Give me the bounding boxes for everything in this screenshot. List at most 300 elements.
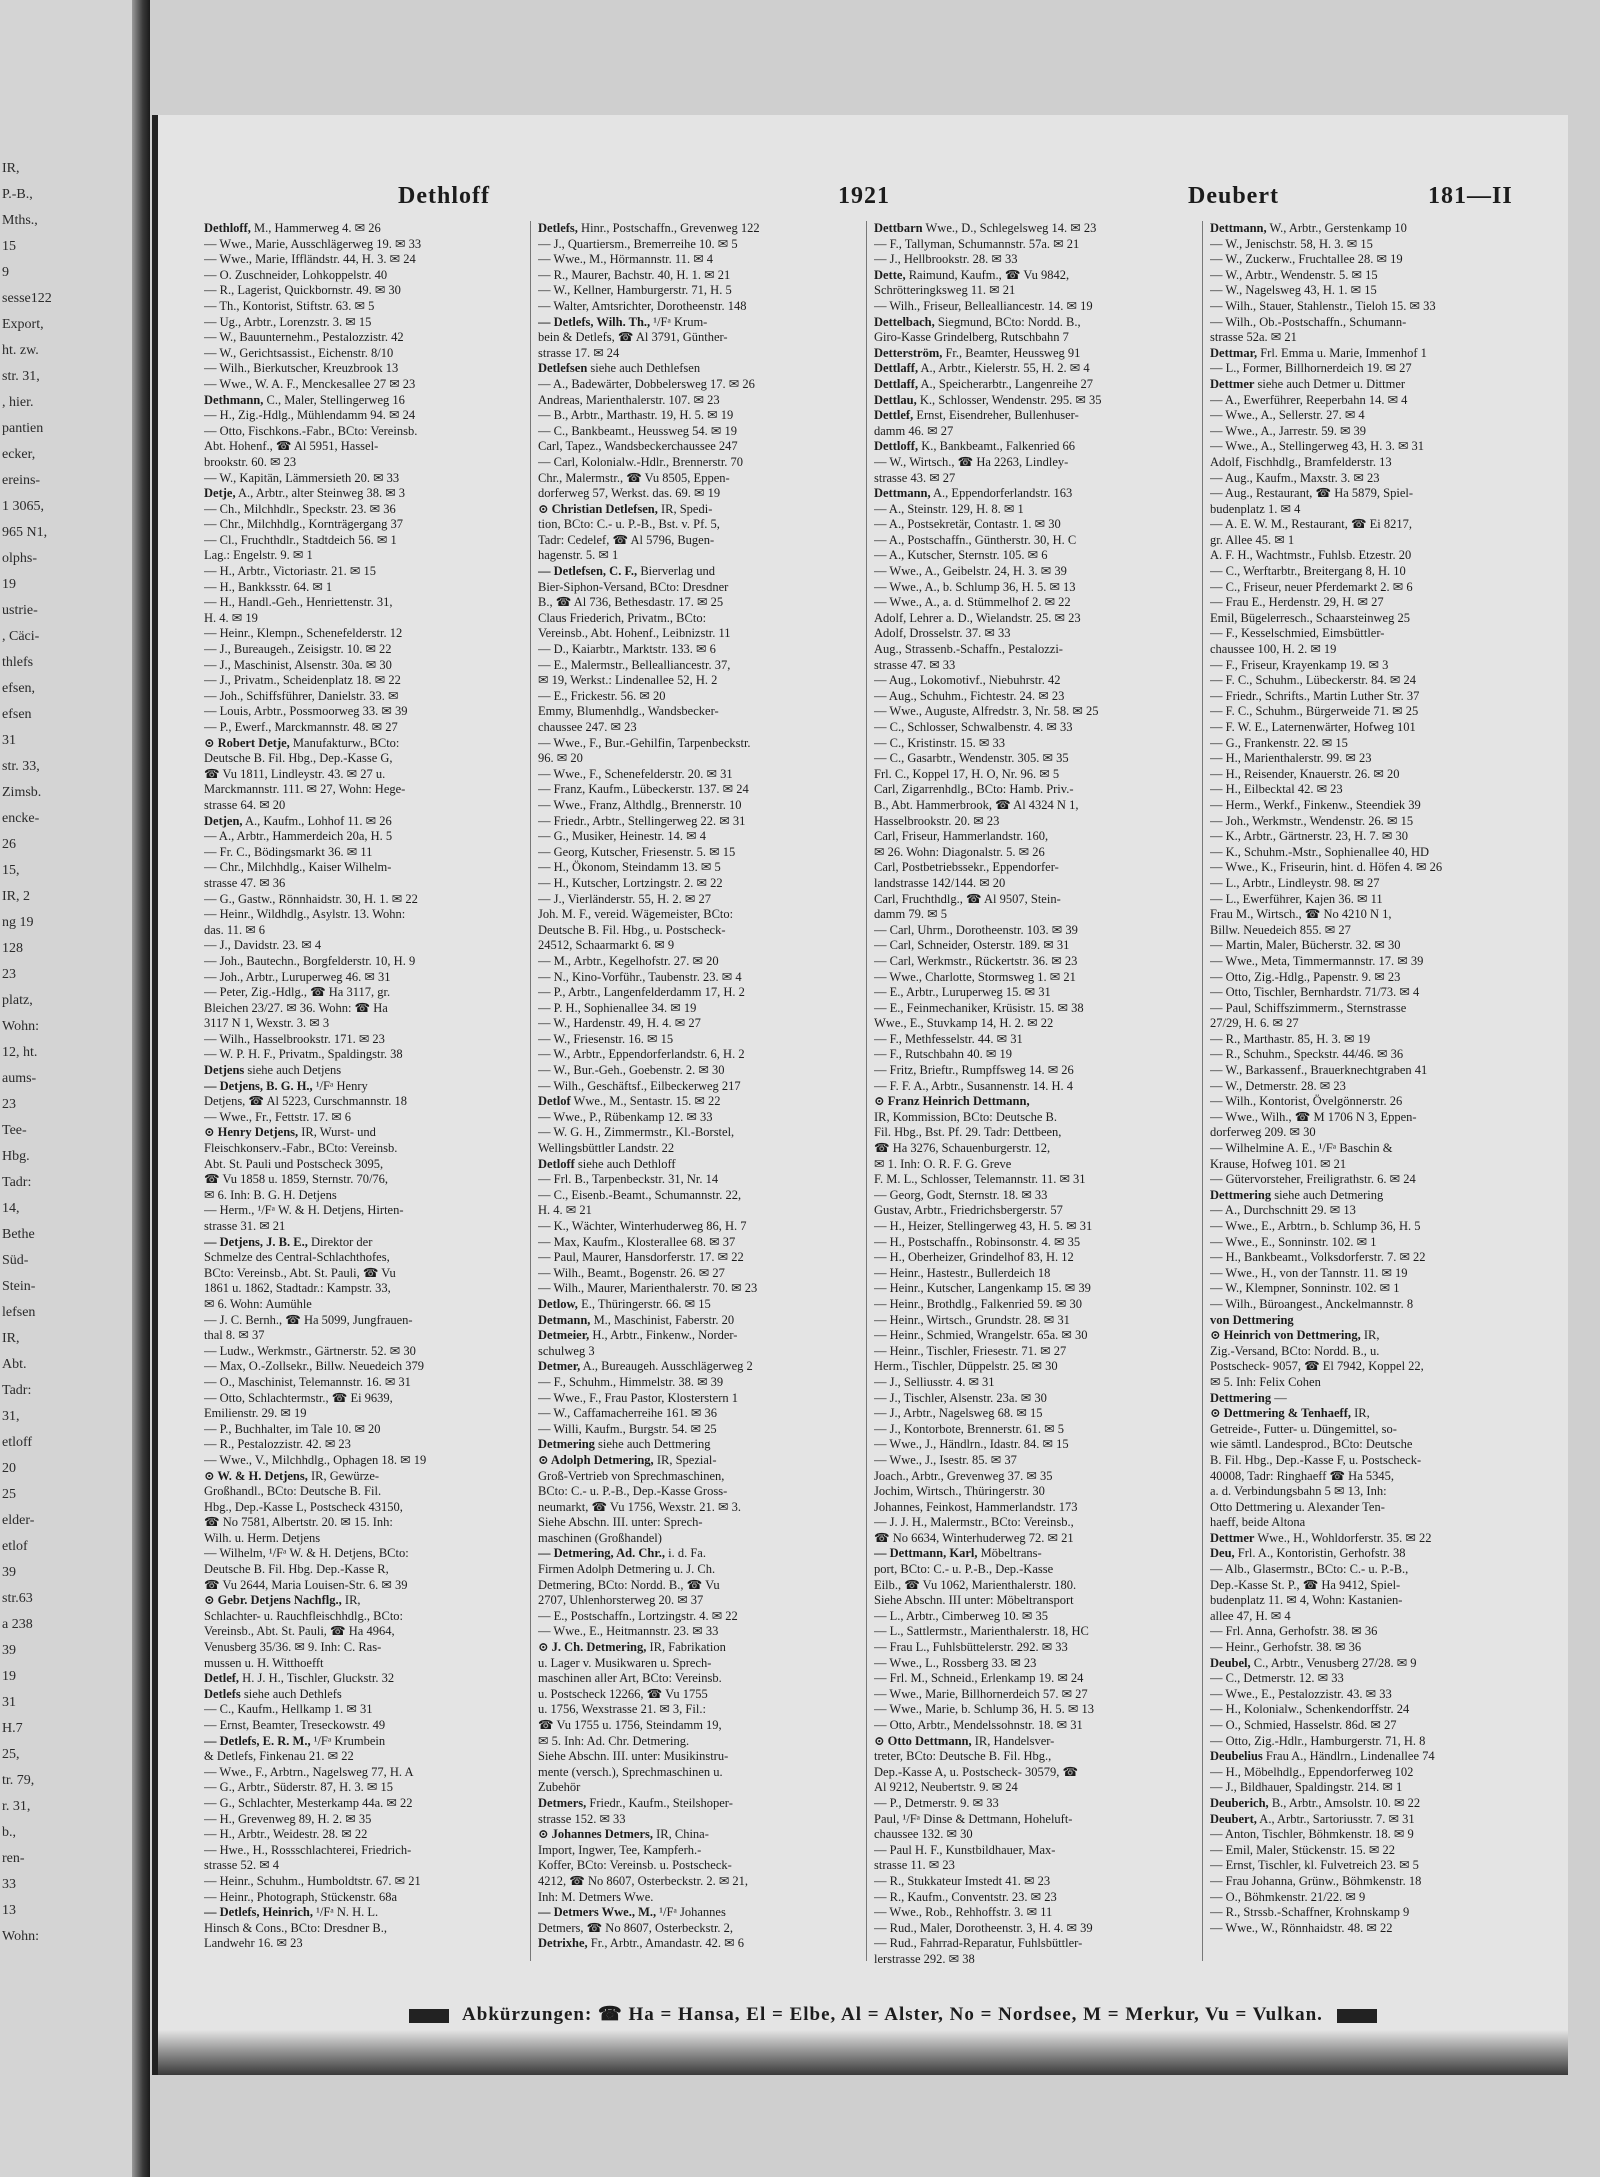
directory-entry <box>874 408 1192 424</box>
column-3 <box>874 221 1192 1971</box>
entry-details: — W., Arbtr., Eppendorferlandstr. 6, H. 2 <box>538 1047 745 1062</box>
entry-details: dorferweg 57, Werkst. das. 69. ✉ 19 <box>538 486 721 501</box>
directory-entry <box>204 1032 522 1048</box>
directory-entry <box>874 1858 1192 1874</box>
directory-entry <box>1210 1546 1528 1562</box>
entry-details: — A. E. W. M., Restaurant, ☎ Ei 8217, <box>1210 517 1413 532</box>
entry-details: Krause, Hofweg 101. ✉ 21 <box>1210 1156 1347 1171</box>
directory-entry <box>1210 1094 1528 1110</box>
directory-entry <box>1210 1375 1528 1391</box>
entry-surname: Detmer, <box>538 1359 581 1374</box>
fragment-text: olphs- <box>2 551 37 566</box>
entry-details: Emilienstr. 29. ✉ 19 <box>204 1406 307 1421</box>
entry-details: — Wilh., Beamt., Bogenstr. 26. ✉ 27 <box>538 1265 725 1280</box>
directory-entry <box>538 533 856 549</box>
directory-entry <box>1210 1032 1528 1048</box>
directory-entry <box>874 1172 1192 1188</box>
entry-details: — F., Schuhm., Himmelstr. 38. ✉ 39 <box>538 1374 724 1389</box>
entry-details: — Wwe., W., Rönnhaidstr. 48. ✉ 22 <box>1210 1920 1393 1935</box>
directory-entry <box>874 252 1192 268</box>
directory-entry <box>874 1609 1192 1625</box>
entry-details: — R., Pestalozzistr. 42. ✉ 23 <box>204 1437 351 1452</box>
entry-details: Detmers, ☎ No 8607, Osterbeckstr. 2, <box>538 1920 734 1935</box>
directory-entry <box>538 268 856 284</box>
directory-entry <box>874 1905 1192 1921</box>
entry-surname: — Detmers Wwe., M., <box>538 1905 657 1920</box>
entry-details: a. d. Verbindungsbahn 5 ✉ 13, Inh: <box>1210 1484 1387 1499</box>
directory-entry <box>204 1297 522 1313</box>
directory-entry <box>874 829 1192 845</box>
entry-details: IR, Spedi- <box>657 501 713 516</box>
entry-details: IR, Gewürze- <box>307 1468 380 1483</box>
directory-entry <box>874 845 1192 861</box>
entry-details: — W., Jenischstr. 58, H. 3. ✉ 15 <box>1210 236 1373 251</box>
entry-details: — Ch., Milchhdlr., Speckstr. 23. ✉ 36 <box>204 501 396 516</box>
entry-details: Tadr: Cedelef, ☎ Al 5796, Bugen- <box>538 532 715 547</box>
directory-entry <box>1210 798 1528 814</box>
fragment-text: Tadr: <box>2 1383 32 1398</box>
directory-page <box>152 115 1568 2075</box>
directory-entry <box>204 1905 522 1921</box>
directory-entry <box>874 892 1192 908</box>
entry-details: E., Thüringerstr. 66. ✉ 15 <box>577 1296 711 1311</box>
entry-details: — H., Arbtr., Weidestr. 28. ✉ 22 <box>204 1827 368 1842</box>
entry-surname: Detlefs, <box>538 221 578 235</box>
entry-details: — F., Friseur, Krayenkamp 19. ✉ 3 <box>1210 657 1389 672</box>
directory-entry <box>874 923 1192 939</box>
directory-entry <box>1210 533 1528 549</box>
entry-details: H. J. H., Tischler, Gluckstr. 32 <box>239 1671 395 1686</box>
fragment-text: sesse122 <box>2 291 52 306</box>
directory-entry <box>204 938 522 954</box>
directory-entry <box>538 673 856 689</box>
entry-details: Adolf, Fischhdlg., Bramfelderstr. 13 <box>1210 454 1392 469</box>
entry-details: — R., Maurer, Bachstr. 40, H. 1. ✉ 21 <box>538 267 731 282</box>
fragment-text: Bethe <box>2 1227 35 1242</box>
directory-entry <box>874 1157 1192 1173</box>
entry-details: — W., Bur.-Geh., Goebenstr. 2. ✉ 30 <box>538 1063 725 1078</box>
entry-details: IR, <box>341 1593 361 1608</box>
entry-details: Billw. Neuedeich 855. ✉ 27 <box>1210 922 1351 937</box>
directory-entry <box>204 1328 522 1344</box>
directory-entry <box>1210 393 1528 409</box>
directory-entry <box>1210 814 1528 830</box>
entry-details: — G., Gastw., Rönnhaidstr. 30, H. 1. ✉ 22 <box>204 891 418 906</box>
entry-details: — Joh., Werkmstr., Wendenstr. 26. ✉ 15 <box>1210 813 1414 828</box>
directory-entry <box>538 252 856 268</box>
entry-details: — C., Schlosser, Schwalbenstr. 4. ✉ 33 <box>874 720 1073 734</box>
entry-details: A., Arbtr., Kielerstr. 55, H. 2. ✉ 4 <box>918 361 1090 376</box>
entry-details: Inh: M. Detmers Wwe. <box>538 1889 654 1904</box>
entry-details: Frl. A., Kontoristin, Gerhofstr. 38 <box>1234 1546 1406 1561</box>
entry-details: siehe auch Detjens <box>244 1063 342 1078</box>
directory-entry <box>1210 1484 1528 1500</box>
entry-details: — M., Arbtr., Kegelhofstr. 27. ✉ 20 <box>538 953 719 968</box>
directory-entry <box>1210 1359 1528 1375</box>
directory-entry <box>1210 580 1528 596</box>
directory-entry <box>874 1110 1192 1126</box>
directory-entry <box>538 1843 856 1859</box>
entry-details: — C., Friseur, neuer Pferdemarkt 2. ✉ 6 <box>1210 579 1413 594</box>
directory-entry <box>1210 970 1528 986</box>
directory-entry <box>1210 1250 1528 1266</box>
entry-details: ☎ Ha 3276, Schauenburgerstr. 12, <box>874 1141 1051 1156</box>
directory-entry <box>874 1890 1192 1906</box>
entry-details: — Wwe., Marie, Billhornerdeich 57. ✉ 27 <box>874 1686 1088 1701</box>
directory-entry <box>538 1188 856 1204</box>
directory-entry <box>874 1500 1192 1516</box>
directory-entry <box>1210 1437 1528 1453</box>
directory-entry <box>204 564 522 580</box>
entry-details: — R., Stukkateur Imstedt 41. ✉ 23 <box>874 1873 1051 1888</box>
entry-surname: Dettmering <box>1210 1187 1272 1202</box>
entry-details: Friedr., Kaufm., Steilshoper- <box>586 1795 733 1810</box>
directory-entry <box>1210 1219 1528 1235</box>
entry-details: A., Bureaugeh. Ausschlägerweg 2 <box>580 1359 753 1374</box>
directory-entry <box>874 1406 1192 1422</box>
directory-entry <box>1210 1734 1528 1750</box>
directory-entry <box>1210 439 1528 455</box>
entry-details: C., Arbtr., Venusberg 27/28. ✉ 9 <box>1250 1655 1417 1670</box>
directory-entry <box>1210 1344 1528 1360</box>
directory-entry <box>538 1500 856 1516</box>
directory-entry <box>1210 1531 1528 1547</box>
directory-entry <box>538 1172 856 1188</box>
entry-details: — Heinr., Schmied, Wrangelstr. 65a. ✉ 30 <box>874 1328 1088 1343</box>
entry-details: wie sämtl. Landesprod., BCto: Deutsche <box>1210 1437 1413 1452</box>
directory-entry <box>538 829 856 845</box>
directory-entry <box>1210 736 1528 752</box>
entry-details: — Wwe., Marie, Ausschlägerweg 19. ✉ 33 <box>204 236 422 251</box>
directory-entry <box>538 1047 856 1063</box>
entry-details: — Wwe., V., Milchhdlg., Ophagen 18. ✉ 19 <box>204 1452 427 1467</box>
directory-entry <box>1210 361 1528 377</box>
entry-details: Manufakturw., BCto: <box>289 735 400 750</box>
directory-entry <box>1210 1671 1528 1687</box>
directory-entry <box>538 502 856 518</box>
entry-details: — A., Arbtr., Hammerdeich 20a, H. 5 <box>204 829 393 844</box>
entry-details: B., Arbtr., Amsolstr. 10. ✉ 22 <box>1268 1795 1421 1810</box>
entry-surname: Detmering <box>538 1437 595 1452</box>
entry-details: — Peter, Zig.-Hdlg., ☎ Ha 3117, gr. <box>204 985 391 1000</box>
entry-details: — Wwe., Rob., Rehhoffstr. 3. ✉ 11 <box>874 1905 1053 1920</box>
entry-details: — Otto, Fischkons.-Fabr., BCto: Vereinsb. <box>204 423 418 438</box>
entry-details: — J., Hellbrookstr. 28. ✉ 33 <box>874 252 1018 267</box>
directory-entry <box>204 1469 522 1485</box>
directory-entry <box>1210 1796 1528 1812</box>
entry-details: Wwe., M., Sentastr. 15. ✉ 22 <box>570 1094 721 1109</box>
directory-entry <box>874 611 1192 627</box>
entry-surname: ⊙ Johannes Detmers, <box>538 1827 653 1842</box>
entry-details: — W., Hardenstr. 49, H. 4. ✉ 27 <box>538 1016 701 1031</box>
directory-entry <box>538 1001 856 1017</box>
directory-entry <box>538 1469 856 1485</box>
directory-entry <box>538 1484 856 1500</box>
directory-entry <box>538 938 856 954</box>
directory-entry <box>874 782 1192 798</box>
entry-details: — J., Selliusstr. 4. ✉ 31 <box>874 1374 995 1389</box>
entry-details: — Wilh., Büroangest., Anckelmannstr. 8 <box>1210 1296 1414 1311</box>
fragment-text: 23 <box>2 1097 16 1112</box>
directory-entry <box>1210 1609 1528 1625</box>
entry-details: — Wwe., A., b. Schlump 36, H. 5. ✉ 13 <box>874 579 1076 594</box>
entry-details: Deutsche B. Fil. Hbg., u. Postscheck- <box>538 922 726 937</box>
fragment-text: Abt. <box>2 1357 27 1372</box>
directory-entry <box>538 1593 856 1609</box>
directory-entry <box>204 720 522 736</box>
entry-details: — C., Bankbeamt., Heussweg 54. ✉ 19 <box>538 423 737 438</box>
fragment-text: 12, ht. <box>2 1045 38 1060</box>
directory-entry <box>538 1297 856 1313</box>
entry-surname: Dettelbach, <box>874 314 935 329</box>
directory-entry <box>874 1359 1192 1375</box>
directory-entry <box>204 1235 522 1251</box>
entry-details: — H., Kutscher, Lortzingstr. 2. ✉ 22 <box>538 875 723 890</box>
entry-surname: ⊙ Gebr. Detjens Nachflg., <box>204 1593 342 1608</box>
directory-entry <box>204 548 522 564</box>
directory-entry <box>874 798 1192 814</box>
directory-entry <box>204 736 522 752</box>
entry-details: hagenstr. 5. ✉ 1 <box>538 548 619 563</box>
directory-entry <box>538 1640 856 1656</box>
entry-details: — Friedr., Schrifts., Martin Luther Str. 37 <box>1210 688 1420 703</box>
entry-details: Dep.-Kasse St. P., ☎ Ha 9412, Spiel- <box>1210 1577 1401 1592</box>
directory-entry <box>204 704 522 720</box>
fragment-text: 39 <box>2 1643 16 1658</box>
directory-entry <box>204 860 522 876</box>
entry-surname: — Detjens, J. B. E., <box>204 1234 308 1249</box>
directory-entry <box>204 1313 522 1329</box>
entry-details: strasse 152. ✉ 33 <box>538 1811 626 1826</box>
entry-details: u. Lager v. Musikwaren u. Sprech- <box>538 1655 712 1670</box>
entry-details: — R., Marthastr. 85, H. 3. ✉ 19 <box>1210 1031 1371 1046</box>
fragment-text: ng 19 <box>2 915 34 930</box>
directory-entry <box>1210 221 1528 237</box>
entry-details: — Wwe., A., a. d. Stümmelhof 2. ✉ 22 <box>874 595 1071 610</box>
entry-details: — Wilh., Hasselbrookstr. 171. ✉ 23 <box>204 1031 385 1046</box>
entry-details: Gustav, Arbtr., Friedrichsbergerstr. 57 <box>874 1203 1063 1218</box>
entry-details: Fr., Beamter, Heussweg 91 <box>942 345 1081 360</box>
column-2 <box>538 221 856 1971</box>
entry-details: B. Fil. Hbg., Dep.-Kasse F, u. Postscheck- <box>1210 1452 1422 1467</box>
directory-entry <box>874 1687 1192 1703</box>
entry-details: Bierverlag und <box>637 564 715 579</box>
directory-entry <box>204 595 522 611</box>
entry-details: maschinen (Großhandel) <box>538 1530 662 1545</box>
entry-surname: ⊙ J. Ch. Detmering, <box>538 1640 647 1655</box>
entry-details: — Frl. Anna, Gerhofstr. 38. ✉ 36 <box>1210 1624 1378 1639</box>
entry-details: ☎ Vu 1811, Lindleystr. 43. ✉ 27 u. <box>204 766 386 781</box>
entry-details: Johannes, Feinkost, Hammerlandstr. 173 <box>874 1499 1078 1514</box>
entry-details: Claus Friederich, Privatm., BCto: <box>538 610 707 625</box>
directory-entry <box>1210 1157 1528 1173</box>
entry-details: — E., Arbtr., Luruperweg 15. ✉ 31 <box>874 985 1051 1000</box>
directory-entry <box>204 1546 522 1562</box>
directory-entry <box>1210 1687 1528 1703</box>
directory-entry <box>874 548 1192 564</box>
directory-entry <box>1210 1780 1528 1796</box>
entry-details: Otto Dettmering u. Alexander Ten- <box>1210 1499 1385 1514</box>
entry-details: Abt. Hohenf., ☎ Al 5951, Hassel- <box>204 439 379 454</box>
directory-entry <box>1210 1656 1528 1672</box>
entry-details: — W. G. H., Zimmermstr., Kl.-Borstel, <box>538 1125 735 1140</box>
entry-details: — G., Frankenstr. 22. ✉ 15 <box>1210 735 1348 750</box>
entry-details: siehe auch Detmering <box>1271 1187 1384 1202</box>
directory-entry <box>204 767 522 783</box>
entry-surname: Dettmann, <box>874 486 931 501</box>
directory-entry <box>538 1827 856 1843</box>
directory-entry <box>538 1858 856 1874</box>
fragment-text: r. 31, <box>2 1799 31 1814</box>
entry-details: C., Maler, Stellingerweg 16 <box>263 392 405 407</box>
entry-surname: Dettloff, <box>874 439 919 454</box>
directory-entry <box>204 892 522 908</box>
entry-details: Firmen Adolph Detmering u. J. Ch. <box>538 1562 716 1577</box>
entry-details: strasse 17. ✉ 24 <box>538 345 620 360</box>
entry-details: H., Arbtr., Finkenw., Norder- <box>589 1328 738 1343</box>
directory-entry <box>538 1796 856 1812</box>
directory-entry <box>538 689 856 705</box>
fragment-text: 31 <box>2 733 16 748</box>
directory-entry <box>538 611 856 627</box>
directory-entry <box>874 626 1192 642</box>
entry-details: — Wilh., Stauer, Stahlenstr., Tieloh 15. ✉ 33 <box>1210 298 1436 313</box>
directory-entry <box>204 1593 522 1609</box>
entry-details: — Wwe., Wilh., ☎ M 1706 N 3, Eppen- <box>1210 1109 1417 1124</box>
entry-details: Frau M., Wirtsch., ☎ No 4210 N 1, <box>1210 907 1392 922</box>
directory-entry <box>204 1578 522 1594</box>
directory-entry <box>204 751 522 767</box>
entry-details: — Wilh., Ob.-Postschaffn., Schumann- <box>1210 314 1407 329</box>
entry-details: — Joh., Bautechn., Borgfelderstr. 10, H. 9 <box>204 953 416 968</box>
directory-entry <box>1210 1110 1528 1126</box>
directory-entry <box>1210 1453 1528 1469</box>
entry-details: — Aug., Restaurant, ☎ Ha 5879, Spiel- <box>1210 486 1414 501</box>
directory-entry <box>538 1890 856 1906</box>
directory-entry <box>874 268 1192 284</box>
entry-details: — Wilhelm, ¹/Fᵃ W. & H. Detjens, BCto: <box>204 1546 409 1561</box>
directory-entry <box>1210 346 1528 362</box>
entry-details: 24512, Schaarmarkt 6. ✉ 9 <box>538 938 675 953</box>
directory-entry <box>204 1718 522 1734</box>
directory-entry <box>874 1188 1192 1204</box>
directory-entry <box>204 533 522 549</box>
directory-entry <box>204 1702 522 1718</box>
directory-entry <box>538 1905 856 1921</box>
directory-entry <box>204 1219 522 1235</box>
entry-details: — H., Eilbecktal 42. ✉ 23 <box>1210 782 1343 797</box>
directory-entry <box>874 471 1192 487</box>
entry-details: Detjens, ☎ Al 5223, Curschmannstr. 18 <box>204 1094 408 1109</box>
entry-surname: Detlef, <box>204 1671 240 1686</box>
entry-details: — Emil, Maler, Stückenstr. 15. ✉ 22 <box>1210 1842 1395 1857</box>
entry-details: — H., Möbelhdlg., Eppendorferweg 102 <box>1210 1764 1414 1779</box>
directory-entry <box>538 1328 856 1344</box>
entry-surname: — Detmering, Ad. Chr., <box>538 1546 665 1561</box>
directory-entry <box>1210 548 1528 564</box>
directory-entry <box>204 283 522 299</box>
entry-details: IR, Kommission, BCto: Deutsche B. <box>874 1109 1057 1124</box>
entry-details: — F., Tallyman, Schumannstr. 57a. ✉ 21 <box>874 236 1080 251</box>
directory-entry <box>538 798 856 814</box>
entry-details: — Wwe., Charlotte, Stormsweg 1. ✉ 21 <box>874 969 1076 984</box>
entry-details: ✉ 26. Wohn: Diagonalstr. 5. ✉ 26 <box>874 844 1045 859</box>
entry-details: IR, China- <box>652 1827 709 1842</box>
directory-entry <box>1210 611 1528 627</box>
entry-details: — L., Sattlermstr., Marienthalerstr. 18, HC <box>874 1624 1089 1639</box>
directory-entry <box>538 860 856 876</box>
directory-entry <box>1210 1640 1528 1656</box>
directory-entry <box>874 938 1192 954</box>
entry-details: — A., Ewerführer, Reeperbahn 14. ✉ 4 <box>1210 392 1408 407</box>
entry-surname: Dettmering <box>1210 1390 1272 1405</box>
directory-entry <box>538 1578 856 1594</box>
entry-details: maschinen aller Art, BCto: Vereinsb. <box>538 1671 722 1686</box>
directory-entry <box>204 1453 522 1469</box>
directory-entry <box>1210 252 1528 268</box>
directory-entry <box>538 564 856 580</box>
entry-surname: ⊙ Adolph Detmering, <box>538 1452 654 1467</box>
entry-details: Siehe Abschn. III. unter: Sprech- <box>538 1515 703 1530</box>
entry-details: — Frl. M., Schneid., Erlenkamp 19. ✉ 24 <box>874 1671 1084 1686</box>
directory-entry <box>874 1437 1192 1453</box>
entry-surname: Detmers, <box>538 1795 587 1810</box>
fragment-text: lefsen <box>2 1305 36 1320</box>
entry-details: — W., Klempner, Sonninstr. 102. ✉ 1 <box>1210 1281 1400 1296</box>
directory-entry <box>538 1032 856 1048</box>
fragment-text: , Cäci- <box>2 629 40 644</box>
directory-entry <box>1210 1281 1528 1297</box>
entry-details: — P., Buchhalter, im Tale 10. ✉ 20 <box>204 1421 381 1436</box>
directory-entry <box>204 1936 522 1952</box>
directory-entry <box>874 486 1192 502</box>
entry-surname: Detloff <box>538 1156 575 1171</box>
entry-details: Wellingsbüttler Landstr. 22 <box>538 1141 675 1156</box>
entry-details: — Wwe., Auguste, Alfredstr. 3, Nr. 58. ✉ 25 <box>874 704 1099 719</box>
entry-details: — Wwe., F., Arbtrn., Nagelsweg 77, H. A <box>204 1764 414 1779</box>
directory-entry <box>538 1157 856 1173</box>
entry-details: ✉ 6. Inh: B. G. H. Detjens <box>204 1187 337 1202</box>
fragment-text: ht. zw. <box>2 343 39 358</box>
entry-details: — Wwe., L., Rossberg 33. ✉ 23 <box>874 1655 1037 1670</box>
directory-entry <box>538 1702 856 1718</box>
directory-entry <box>538 845 856 861</box>
directory-entry <box>538 1422 856 1438</box>
fragment-text: Wohn: <box>2 1929 39 1944</box>
entry-details: — R., Kaufm., Conventstr. 23. ✉ 23 <box>874 1889 1057 1904</box>
directory-entry <box>1210 1765 1528 1781</box>
directory-entry <box>1210 1266 1528 1282</box>
directory-entry <box>874 704 1192 720</box>
fragment-text: , hier. <box>2 395 34 410</box>
entry-details: — J., Vierländerstr. 55, H. 2. ✉ 27 <box>538 891 712 906</box>
directory-entry <box>204 1500 522 1516</box>
fragment-text: 39 <box>2 1565 16 1580</box>
entry-details: — F., Kesselschmied, Eimsbüttler- <box>1210 626 1385 641</box>
directory-entry <box>1210 1016 1528 1032</box>
entry-details: Emil, Bügelerresch., Schaarsteinweg 25 <box>1210 610 1410 625</box>
directory-entry <box>1210 1469 1528 1485</box>
entry-details: — O., Schmied, Hasselstr. 86d. ✉ 27 <box>1210 1718 1397 1732</box>
entry-surname: Detlefsen <box>538 361 588 376</box>
entry-details: — L., Ewerführer, Kajen 36. ✉ 11 <box>1210 891 1383 906</box>
entry-surname: Detmeier, <box>538 1328 590 1343</box>
fragment-text: elder- <box>2 1513 35 1528</box>
entry-details: — R., Strssb.-Schaffner, Krohnskamp 9 <box>1210 1905 1410 1920</box>
directory-entry <box>874 1952 1192 1968</box>
entry-details: Marckmannstr. 111. ✉ 27, Wohn: Hege- <box>204 782 406 797</box>
directory-entry <box>538 658 856 674</box>
